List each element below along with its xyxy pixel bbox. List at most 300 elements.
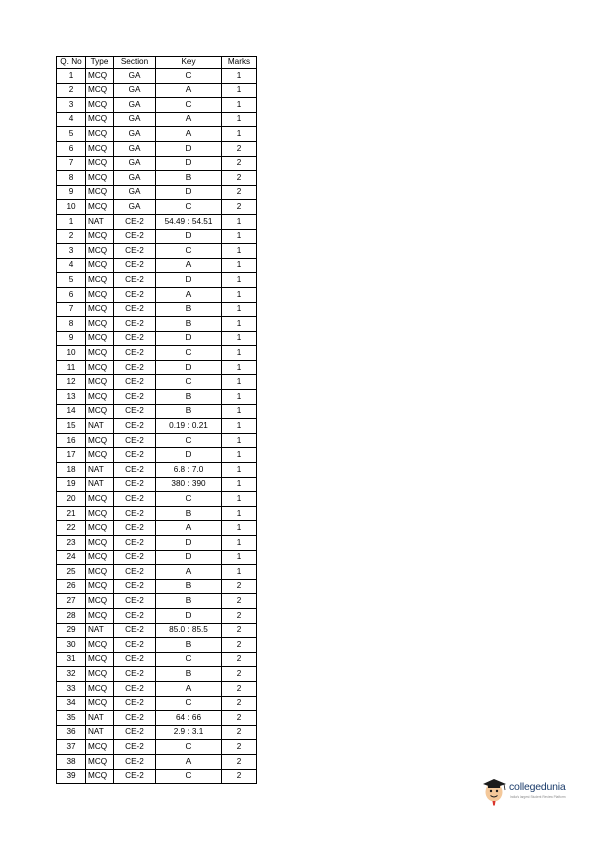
cell-question-number: 32 [57, 667, 86, 682]
cell-marks: 1 [222, 448, 257, 463]
cell-type: MCQ [86, 317, 114, 332]
cell-marks: 2 [222, 769, 257, 784]
cell-question-number: 16 [57, 433, 86, 448]
cell-key: B [156, 171, 222, 186]
cell-section: CE-2 [114, 681, 156, 696]
cell-marks: 2 [222, 638, 257, 653]
table-row [57, 492, 257, 507]
cell-marks: 2 [222, 711, 257, 726]
table-row [57, 638, 257, 653]
cell-key: A [156, 287, 222, 302]
table-row [57, 346, 257, 361]
cell-type: MCQ [86, 390, 114, 405]
cell-marks: 1 [222, 433, 257, 448]
cell-type: MCQ [86, 127, 114, 142]
cell-type: MCQ [86, 98, 114, 113]
table-row [57, 550, 257, 565]
cell-key: D [156, 360, 222, 375]
cell-key: A [156, 521, 222, 536]
cell-question-number: 38 [57, 754, 86, 769]
cell-type: MCQ [86, 156, 114, 171]
cell-key: C [156, 492, 222, 507]
cell-marks: 1 [222, 98, 257, 113]
cell-marks: 1 [222, 258, 257, 273]
cell-question-number: 6 [57, 287, 86, 302]
header-section: Section [114, 57, 156, 69]
cell-key: D [156, 141, 222, 156]
cell-type: NAT [86, 419, 114, 434]
cell-question-number: 5 [57, 273, 86, 288]
cell-question-number: 2 [57, 229, 86, 244]
table-row [57, 185, 257, 200]
cell-marks: 2 [222, 594, 257, 609]
cell-question-number: 11 [57, 360, 86, 375]
cell-question-number: 31 [57, 652, 86, 667]
cell-marks: 2 [222, 608, 257, 623]
cell-section: CE-2 [114, 317, 156, 332]
cell-key: C [156, 652, 222, 667]
cell-key: 64 : 66 [156, 711, 222, 726]
table-row [57, 390, 257, 405]
cell-question-number: 27 [57, 594, 86, 609]
table-row [57, 579, 257, 594]
table-row [57, 565, 257, 580]
cell-question-number: 29 [57, 623, 86, 638]
cell-marks: 1 [222, 477, 257, 492]
cell-key: B [156, 390, 222, 405]
cell-question-number: 15 [57, 419, 86, 434]
cell-type: MCQ [86, 360, 114, 375]
cell-marks: 2 [222, 696, 257, 711]
cell-marks: 1 [222, 317, 257, 332]
cell-type: MCQ [86, 258, 114, 273]
cell-type: MCQ [86, 769, 114, 784]
table-row [57, 594, 257, 609]
table-row [57, 681, 257, 696]
table-row [57, 244, 257, 259]
cell-question-number: 20 [57, 492, 86, 507]
cell-key: 85.0 : 85.5 [156, 623, 222, 638]
cell-section: GA [114, 98, 156, 113]
table-row [57, 463, 257, 478]
cell-key: 6.8 : 7.0 [156, 463, 222, 478]
cell-marks: 1 [222, 244, 257, 259]
cell-key: A [156, 127, 222, 142]
cell-marks: 1 [222, 404, 257, 419]
cell-marks: 1 [222, 375, 257, 390]
cell-section: CE-2 [114, 433, 156, 448]
cell-key: B [156, 404, 222, 419]
table-row [57, 404, 257, 419]
cell-section: CE-2 [114, 623, 156, 638]
header-key: Key [156, 57, 222, 69]
table-row [57, 273, 257, 288]
cell-section: CE-2 [114, 258, 156, 273]
table-row [57, 506, 257, 521]
cell-marks: 1 [222, 419, 257, 434]
cell-question-number: 28 [57, 608, 86, 623]
cell-type: NAT [86, 214, 114, 229]
cell-marks: 2 [222, 156, 257, 171]
cell-section: CE-2 [114, 536, 156, 551]
table-row [57, 302, 257, 317]
cell-key: C [156, 200, 222, 215]
table-row [57, 229, 257, 244]
cell-type: MCQ [86, 112, 114, 127]
table-row [57, 477, 257, 492]
cell-question-number: 33 [57, 681, 86, 696]
table-row [57, 769, 257, 784]
cell-section: CE-2 [114, 331, 156, 346]
cell-question-number: 34 [57, 696, 86, 711]
cell-question-number: 3 [57, 98, 86, 113]
cell-question-number: 36 [57, 725, 86, 740]
cell-key: D [156, 229, 222, 244]
cell-section: GA [114, 185, 156, 200]
cell-question-number: 19 [57, 477, 86, 492]
cell-type: MCQ [86, 171, 114, 186]
cell-section: CE-2 [114, 652, 156, 667]
logo-tagline: India's largest Student Review Platform [510, 795, 566, 799]
cell-type: NAT [86, 711, 114, 726]
cell-section: CE-2 [114, 244, 156, 259]
cell-marks: 1 [222, 492, 257, 507]
cell-marks: 1 [222, 565, 257, 580]
cell-type: MCQ [86, 550, 114, 565]
cell-type: MCQ [86, 638, 114, 653]
table-row [57, 360, 257, 375]
cell-marks: 1 [222, 287, 257, 302]
table-row [57, 171, 257, 186]
cell-key: A [156, 681, 222, 696]
cell-type: MCQ [86, 448, 114, 463]
cell-type: MCQ [86, 740, 114, 755]
cell-type: MCQ [86, 608, 114, 623]
cell-type: MCQ [86, 83, 114, 98]
table-row [57, 652, 257, 667]
table-header-row [57, 57, 257, 69]
cell-section: CE-2 [114, 302, 156, 317]
cell-question-number: 5 [57, 127, 86, 142]
cell-marks: 1 [222, 346, 257, 361]
cell-section: GA [114, 112, 156, 127]
cell-key: A [156, 258, 222, 273]
cell-section: CE-2 [114, 375, 156, 390]
answer-key-table [56, 56, 257, 784]
cell-section: CE-2 [114, 696, 156, 711]
cell-question-number: 21 [57, 506, 86, 521]
cell-key: B [156, 317, 222, 332]
collegedunia-logo [482, 776, 582, 806]
cell-type: MCQ [86, 667, 114, 682]
table-row [57, 696, 257, 711]
cell-question-number: 39 [57, 769, 86, 784]
cell-key: C [156, 375, 222, 390]
cell-marks: 1 [222, 360, 257, 375]
table-row [57, 287, 257, 302]
cell-marks: 1 [222, 521, 257, 536]
cell-question-number: 2 [57, 83, 86, 98]
cell-marks: 1 [222, 463, 257, 478]
cell-key: B [156, 302, 222, 317]
cell-type: MCQ [86, 346, 114, 361]
cell-marks: 1 [222, 506, 257, 521]
cell-type: MCQ [86, 594, 114, 609]
table-row [57, 156, 257, 171]
cell-key: D [156, 536, 222, 551]
table-row [57, 667, 257, 682]
cell-question-number: 22 [57, 521, 86, 536]
cell-key: B [156, 506, 222, 521]
cell-section: CE-2 [114, 273, 156, 288]
table-row [57, 98, 257, 113]
cell-marks: 2 [222, 623, 257, 638]
cell-type: MCQ [86, 652, 114, 667]
cell-marks: 2 [222, 725, 257, 740]
cell-type: NAT [86, 725, 114, 740]
table-row [57, 740, 257, 755]
cell-section: CE-2 [114, 404, 156, 419]
cell-question-number: 9 [57, 331, 86, 346]
cell-key: C [156, 696, 222, 711]
header-marks: Marks [222, 57, 257, 69]
header-question-number: Q. No [57, 57, 86, 69]
cell-section: CE-2 [114, 214, 156, 229]
cell-type: MCQ [86, 433, 114, 448]
cell-section: GA [114, 127, 156, 142]
cell-type: MCQ [86, 754, 114, 769]
cell-key: D [156, 608, 222, 623]
cell-question-number: 24 [57, 550, 86, 565]
cell-key: D [156, 185, 222, 200]
cell-marks: 1 [222, 302, 257, 317]
cell-key: C [156, 769, 222, 784]
cell-question-number: 10 [57, 200, 86, 215]
cell-section: CE-2 [114, 463, 156, 478]
logo-wordmark: collegedunia [509, 781, 566, 793]
cell-question-number: 6 [57, 141, 86, 156]
cell-section: CE-2 [114, 667, 156, 682]
cell-section: GA [114, 156, 156, 171]
cell-question-number: 4 [57, 258, 86, 273]
cell-key: C [156, 98, 222, 113]
cell-key: A [156, 83, 222, 98]
cell-key: A [156, 565, 222, 580]
cell-section: CE-2 [114, 638, 156, 653]
cell-question-number: 3 [57, 244, 86, 259]
cell-type: MCQ [86, 287, 114, 302]
cell-question-number: 4 [57, 112, 86, 127]
table-row [57, 258, 257, 273]
table-row [57, 112, 257, 127]
cell-key: B [156, 579, 222, 594]
table-row [57, 127, 257, 142]
cell-type: NAT [86, 623, 114, 638]
table-row [57, 141, 257, 156]
cell-section: CE-2 [114, 229, 156, 244]
cell-key: B [156, 667, 222, 682]
cell-section: CE-2 [114, 550, 156, 565]
cell-marks: 2 [222, 579, 257, 594]
cell-key: 54.49 : 54.51 [156, 214, 222, 229]
cell-type: MCQ [86, 506, 114, 521]
cell-type: MCQ [86, 579, 114, 594]
cell-marks: 1 [222, 127, 257, 142]
cell-marks: 2 [222, 754, 257, 769]
cell-key: A [156, 754, 222, 769]
table-row [57, 725, 257, 740]
cell-section: CE-2 [114, 711, 156, 726]
cell-section: CE-2 [114, 769, 156, 784]
cell-section: CE-2 [114, 477, 156, 492]
cell-marks: 1 [222, 331, 257, 346]
table-row [57, 419, 257, 434]
cell-question-number: 10 [57, 346, 86, 361]
cell-question-number: 17 [57, 448, 86, 463]
cell-section: CE-2 [114, 579, 156, 594]
cell-key: 0.19 : 0.21 [156, 419, 222, 434]
cell-marks: 1 [222, 273, 257, 288]
cell-type: MCQ [86, 141, 114, 156]
cell-question-number: 25 [57, 565, 86, 580]
cell-key: D [156, 156, 222, 171]
cell-key: 2.9 : 3.1 [156, 725, 222, 740]
cell-question-number: 8 [57, 171, 86, 186]
cell-marks: 1 [222, 112, 257, 127]
header-type: Type [86, 57, 114, 69]
cell-type: MCQ [86, 696, 114, 711]
cell-key: A [156, 112, 222, 127]
cell-question-number: 30 [57, 638, 86, 653]
cell-type: NAT [86, 477, 114, 492]
cell-type: MCQ [86, 536, 114, 551]
cell-key: B [156, 638, 222, 653]
cell-section: GA [114, 141, 156, 156]
table-row [57, 331, 257, 346]
cell-section: CE-2 [114, 287, 156, 302]
cell-section: CE-2 [114, 419, 156, 434]
cell-marks: 1 [222, 536, 257, 551]
table-row [57, 83, 257, 98]
table-row [57, 608, 257, 623]
cell-section: CE-2 [114, 608, 156, 623]
cell-marks: 2 [222, 652, 257, 667]
cell-type: MCQ [86, 375, 114, 390]
cell-type: MCQ [86, 273, 114, 288]
cell-marks: 2 [222, 185, 257, 200]
cell-type: MCQ [86, 404, 114, 419]
cell-section: CE-2 [114, 565, 156, 580]
cell-section: CE-2 [114, 754, 156, 769]
cell-key: D [156, 448, 222, 463]
cell-question-number: 12 [57, 375, 86, 390]
cell-key: C [156, 433, 222, 448]
cell-key: C [156, 346, 222, 361]
table-body [57, 69, 257, 784]
cell-type: MCQ [86, 521, 114, 536]
cell-type: MCQ [86, 681, 114, 696]
cell-type: MCQ [86, 565, 114, 580]
cell-key: D [156, 331, 222, 346]
table-row [57, 200, 257, 215]
cell-section: CE-2 [114, 390, 156, 405]
cell-type: MCQ [86, 302, 114, 317]
cell-type: MCQ [86, 331, 114, 346]
cell-section: GA [114, 200, 156, 215]
cell-marks: 1 [222, 69, 257, 84]
table-row [57, 317, 257, 332]
cell-section: CE-2 [114, 360, 156, 375]
cell-question-number: 1 [57, 69, 86, 84]
cell-question-number: 23 [57, 536, 86, 551]
cell-type: MCQ [86, 69, 114, 84]
cell-question-number: 1 [57, 214, 86, 229]
cell-marks: 1 [222, 214, 257, 229]
cell-key: C [156, 740, 222, 755]
cell-question-number: 7 [57, 156, 86, 171]
table-row [57, 536, 257, 551]
cell-question-number: 13 [57, 390, 86, 405]
cell-section: CE-2 [114, 725, 156, 740]
table-row [57, 521, 257, 536]
cell-section: CE-2 [114, 521, 156, 536]
cell-key: C [156, 244, 222, 259]
cell-key: C [156, 69, 222, 84]
table-row [57, 69, 257, 84]
cell-type: NAT [86, 463, 114, 478]
cell-type: MCQ [86, 492, 114, 507]
cell-marks: 1 [222, 550, 257, 565]
cell-section: GA [114, 83, 156, 98]
cell-section: CE-2 [114, 492, 156, 507]
cell-section: CE-2 [114, 740, 156, 755]
cell-marks: 2 [222, 141, 257, 156]
cell-type: MCQ [86, 244, 114, 259]
cell-marks: 1 [222, 83, 257, 98]
cell-question-number: 9 [57, 185, 86, 200]
cell-marks: 2 [222, 200, 257, 215]
cell-section: CE-2 [114, 594, 156, 609]
table-row [57, 623, 257, 638]
cell-type: MCQ [86, 229, 114, 244]
table-row [57, 711, 257, 726]
cell-marks: 2 [222, 667, 257, 682]
graduate-mascot-icon [482, 776, 508, 806]
cell-key: B [156, 594, 222, 609]
cell-section: GA [114, 69, 156, 84]
cell-question-number: 8 [57, 317, 86, 332]
cell-question-number: 35 [57, 711, 86, 726]
cell-section: CE-2 [114, 346, 156, 361]
cell-marks: 1 [222, 390, 257, 405]
cell-question-number: 7 [57, 302, 86, 317]
cell-key: 380 : 390 [156, 477, 222, 492]
cell-type: MCQ [86, 185, 114, 200]
cell-type: MCQ [86, 200, 114, 215]
cell-marks: 1 [222, 229, 257, 244]
cell-key: D [156, 550, 222, 565]
cell-question-number: 14 [57, 404, 86, 419]
cell-question-number: 37 [57, 740, 86, 755]
table-row [57, 375, 257, 390]
cell-question-number: 18 [57, 463, 86, 478]
cell-section: GA [114, 171, 156, 186]
cell-marks: 2 [222, 740, 257, 755]
cell-section: CE-2 [114, 448, 156, 463]
cell-key: D [156, 273, 222, 288]
table-row [57, 214, 257, 229]
cell-section: CE-2 [114, 506, 156, 521]
